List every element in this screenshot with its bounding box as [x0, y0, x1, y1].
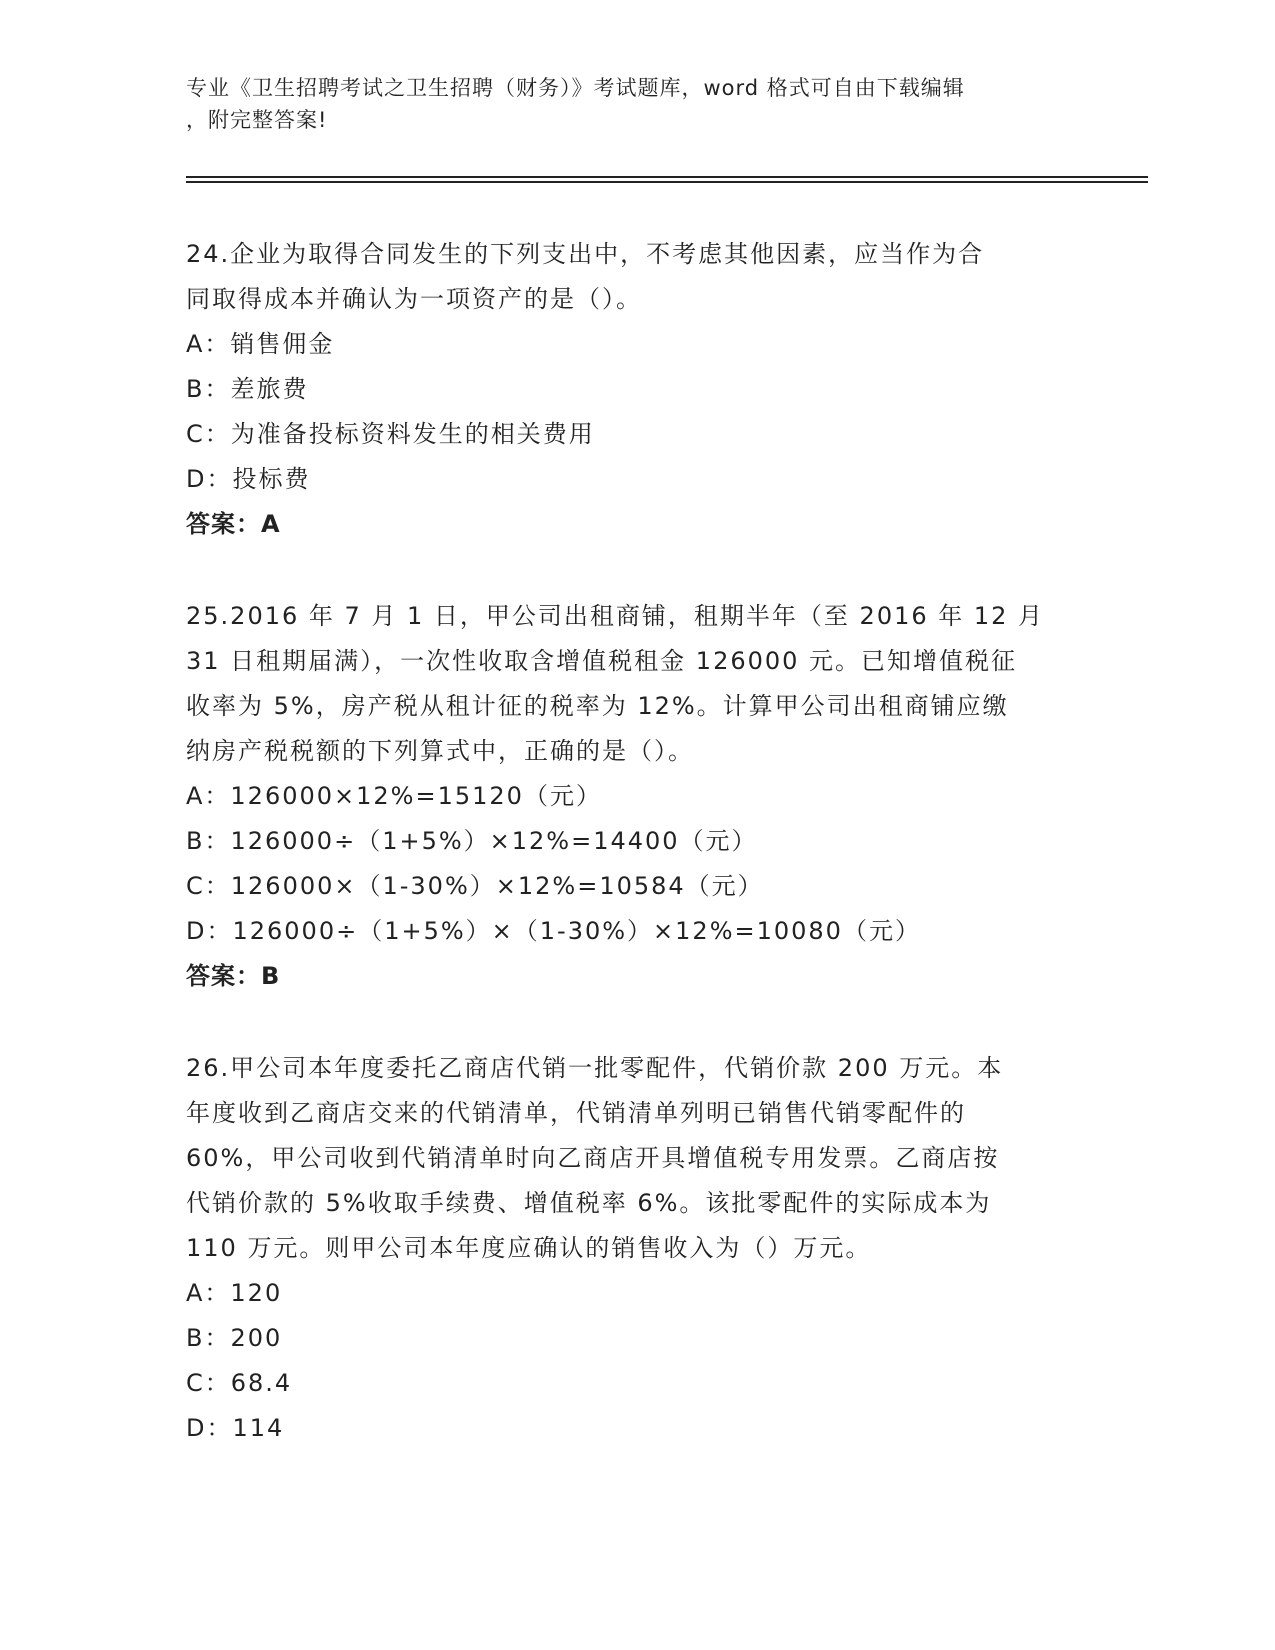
question-text-line: 26.甲公司本年度委托乙商店代销一批零配件，代销价款 200 万元。本	[186, 1054, 1004, 1082]
question-text-line: 代销价款的 5%收取手续费、增值税率 6%。该批零配件的实际成本为	[186, 1189, 992, 1217]
question-text-line: 年度收到乙商店交来的代销清单，代销清单列明已销售代销零配件的	[186, 1099, 966, 1127]
question-text-line: 110 万元。则甲公司本年度应确认的销售收入为（）万元。	[186, 1234, 872, 1262]
header-divider-bottom	[186, 181, 1148, 183]
question-text-line: 同取得成本并确认为一项资产的是（）。	[186, 285, 642, 313]
option-c: C：68.4	[186, 1369, 293, 1397]
answer-label: 答案：A	[186, 510, 281, 538]
header-line-2: ，附完整答案!	[186, 108, 328, 132]
option-b: B：126000÷（1+5%）×12%=14400（元）	[186, 827, 758, 855]
option-a: A：120	[186, 1279, 283, 1307]
question-text-line: 31 日租期届满），一次性收取含增值税租金 126000 元。已知增值税征	[186, 647, 1018, 675]
question-text-line: 60%，甲公司收到代销清单时向乙商店开具增值税专用发票。乙商店按	[186, 1144, 1000, 1172]
header-divider-top	[186, 176, 1148, 178]
question-25	[186, 594, 1086, 999]
option-c: C：126000×（1-30%）×12%=10584（元）	[186, 872, 764, 900]
option-b: B：差旅费	[186, 375, 309, 403]
option-d: D：投标费	[186, 465, 311, 493]
option-a: A：销售佣金	[186, 330, 335, 358]
header-line-1: 专业《卫生招聘考试之卫生招聘（财务）》考试题库，word 格式可自由下载编辑	[186, 76, 965, 100]
question-text-line: 25.2016 年 7 月 1 日，甲公司出租商铺，租期半年（至 2016 年 12 月	[186, 602, 1045, 630]
option-b: B：200	[186, 1324, 283, 1352]
question-text-line: 纳房产税税额的下列算式中，正确的是（）。	[186, 737, 694, 765]
document-header	[186, 72, 1076, 136]
question-26	[186, 1046, 1086, 1451]
option-d: D：126000÷（1+5%）×（1-30%）×12%=10080（元）	[186, 917, 921, 945]
question-text-line: 24.企业为取得合同发生的下列支出中，不考虑其他因素，应当作为合	[186, 240, 985, 268]
question-24	[186, 232, 1086, 547]
option-d: D：114	[186, 1414, 285, 1442]
option-a: A：126000×12%=15120（元）	[186, 782, 602, 810]
question-text-line: 收率为 5%，房产税从租计征的税率为 12%。计算甲公司出租商铺应缴	[186, 692, 1009, 720]
option-c: C：为准备投标资料发生的相关费用	[186, 420, 595, 448]
answer-label: 答案：B	[186, 962, 281, 990]
